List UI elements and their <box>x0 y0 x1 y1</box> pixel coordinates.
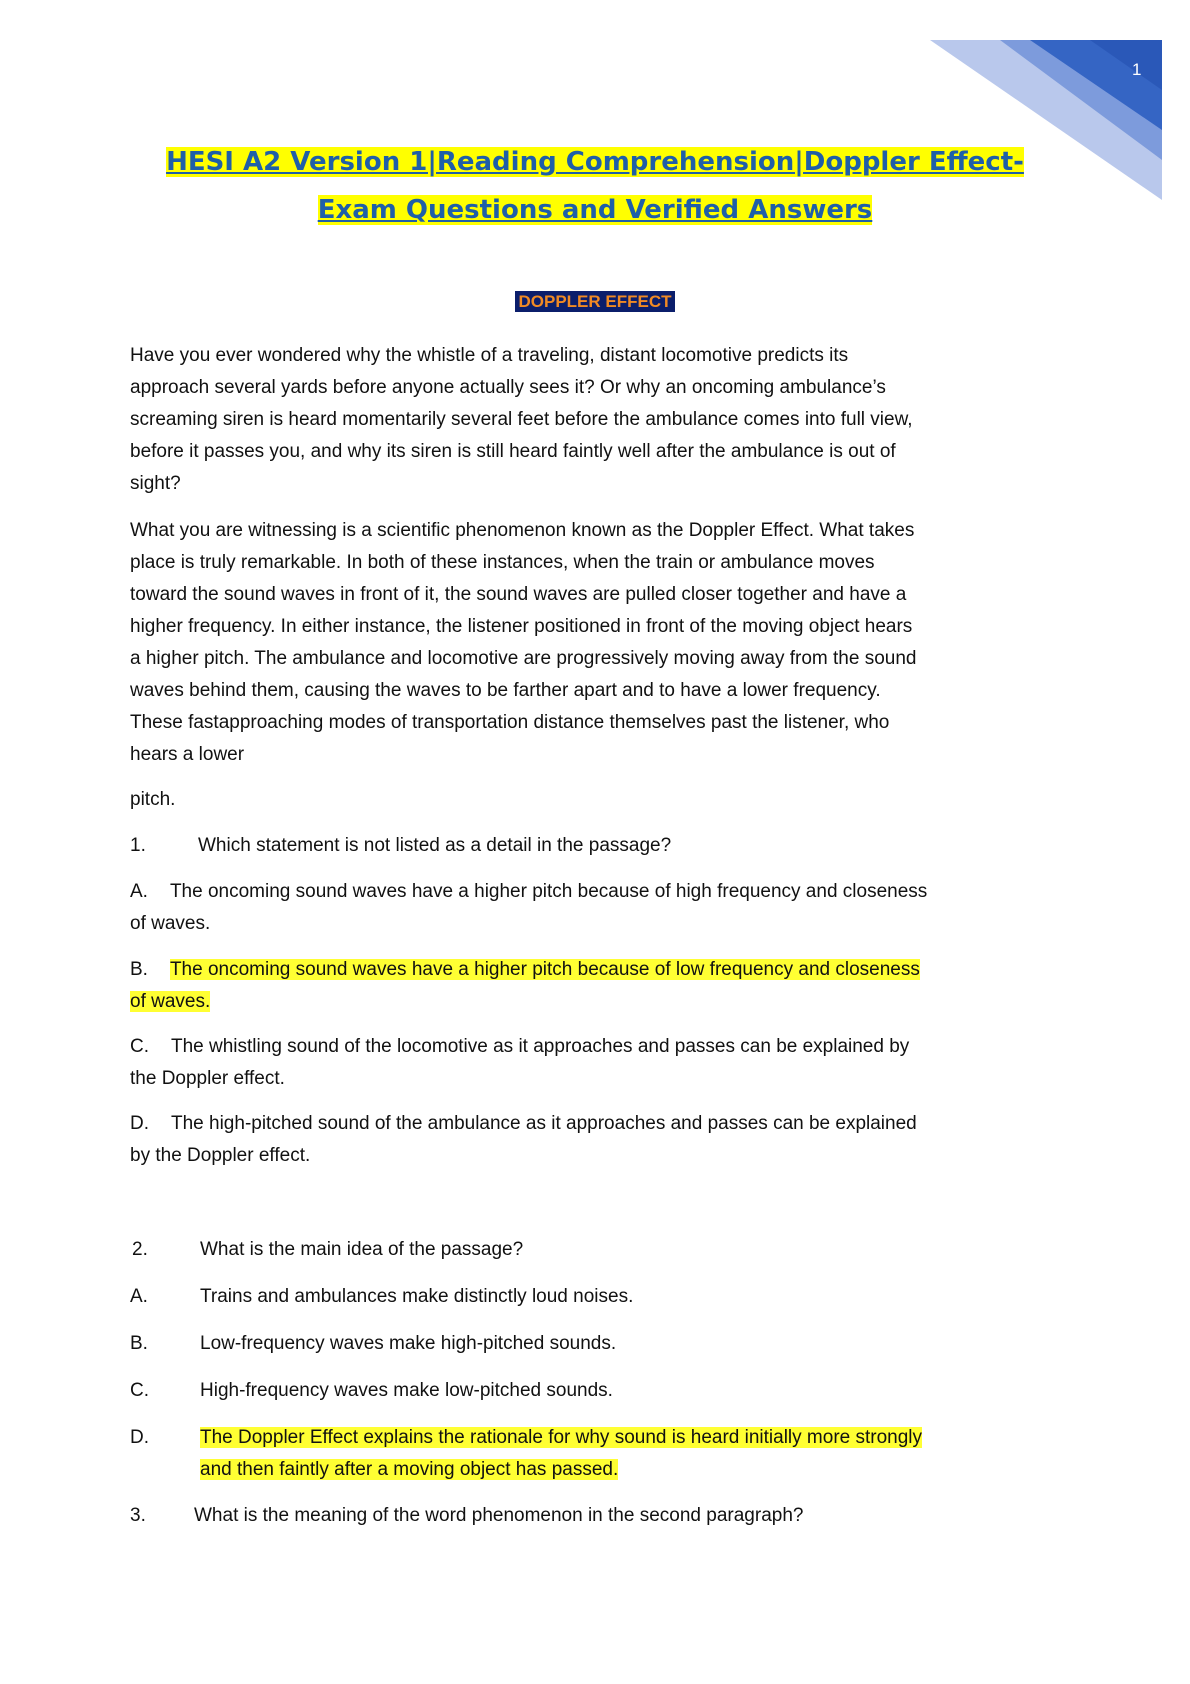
page-number: 1 <box>1132 60 1142 79</box>
option-label: C. <box>130 1036 149 1057</box>
option-text: Low-frequency waves make high-pitched sounds. <box>200 1333 617 1354</box>
paragraph-1 <box>130 340 1060 500</box>
option-text-highlighted: The oncoming sound waves have a higher pitch because of low frequency and closeness <box>169 959 920 980</box>
option-text: The high-pitched sound of the ambulance as it approaches and passes can be explained <box>171 1113 917 1134</box>
question-1-option-c <box>130 1031 1060 1095</box>
paragraph-2-line: waves behind them, causing the waves to be farther apart and to have a lower frequency. <box>130 680 881 701</box>
paragraph-2-line: These fastapproaching modes of transportation distance themselves past the listener, who <box>130 712 890 733</box>
title-line-2: Exam Questions and Verified Answers <box>317 195 873 225</box>
option-label: A. <box>130 881 148 902</box>
option-label: B. <box>130 959 148 980</box>
paragraph-2-line: place is truly remarkable. In both of these instances, when the train or ambulance moves <box>130 552 875 573</box>
option-label: B. <box>130 1333 148 1354</box>
option-text: The oncoming sound waves have a higher pitch because of high frequency and closeness <box>169 881 928 902</box>
paragraph-1-line: screaming siren is heard momentarily several feet before the ambulance comes into full view, <box>130 409 913 430</box>
option-label: C. <box>130 1380 149 1401</box>
question-3-number: 3. <box>130 1505 146 1526</box>
question-2-option-d-correct <box>130 1422 1060 1492</box>
paragraph-3: pitch. <box>130 789 176 810</box>
option-text: The whistling sound of the locomotive as it approaches and passes can be explained by <box>171 1036 910 1057</box>
paragraph-1-line: sight? <box>130 473 181 494</box>
paragraph-2-line: toward the sound waves in front of it, the sound waves are pulled closer together and have a <box>130 584 907 605</box>
option-label: D. <box>130 1113 149 1134</box>
paragraph-2-line: What you are witnessing is a scientific phenomenon known as the Doppler Effect. What takes <box>130 520 915 541</box>
question-2-number: 2. <box>132 1239 148 1260</box>
option-text-highlighted: and then faintly after a moving object has passed. <box>200 1459 619 1480</box>
paragraph-2 <box>130 515 1060 771</box>
section-heading-text: DOPPLER EFFECT <box>515 291 674 312</box>
paragraph-1-line: before it passes you, and why its siren is still heard faintly well after the ambulance is out of <box>130 441 896 462</box>
option-text: High-frequency waves make low-pitched sounds. <box>200 1380 613 1401</box>
question-1-option-a <box>130 876 1060 940</box>
question-2-text: What is the main idea of the passage? <box>200 1239 524 1260</box>
question-3-text: What is the meaning of the word phenomenon in the second paragraph? <box>194 1505 804 1526</box>
question-1-number: 1. <box>130 835 146 856</box>
document-title <box>130 138 1060 234</box>
option-text-highlighted: of waves. <box>130 991 211 1012</box>
question-1-text: Which statement is not listed as a detail in the passage? <box>198 835 672 856</box>
paragraph-2-line: a higher pitch. The ambulance and locomotive are progressively moving away from the sound <box>130 648 917 669</box>
option-text: Trains and ambulances make distinctly loud noises. <box>200 1286 634 1307</box>
option-text: the Doppler effect. <box>130 1068 285 1089</box>
option-text: by the Doppler effect. <box>130 1145 311 1166</box>
paragraph-2-line: higher frequency. In either instance, the listener positioned in front of the moving object hears <box>130 616 913 637</box>
paragraph-1-line: Have you ever wondered why the whistle of a traveling, distant locomotive predicts its <box>130 345 849 366</box>
option-label: D. <box>130 1427 149 1448</box>
option-text-highlighted: The Doppler Effect explains the rationale for why sound is heard initially more strongly <box>200 1427 923 1448</box>
question-1-option-b-correct <box>130 954 1060 1018</box>
paragraph-2-line: hears a lower <box>130 744 245 765</box>
question-1-option-d <box>130 1108 1060 1172</box>
option-label: A. <box>130 1286 148 1307</box>
option-text: of waves. <box>130 913 211 934</box>
section-heading <box>0 292 1190 312</box>
title-line-1: HESI A2 Version 1|Reading Comprehension|Doppler Effect- <box>166 147 1024 177</box>
paragraph-1-line: approach several yards before anyone actually sees it? Or why an oncoming ambulance’s <box>130 377 886 398</box>
